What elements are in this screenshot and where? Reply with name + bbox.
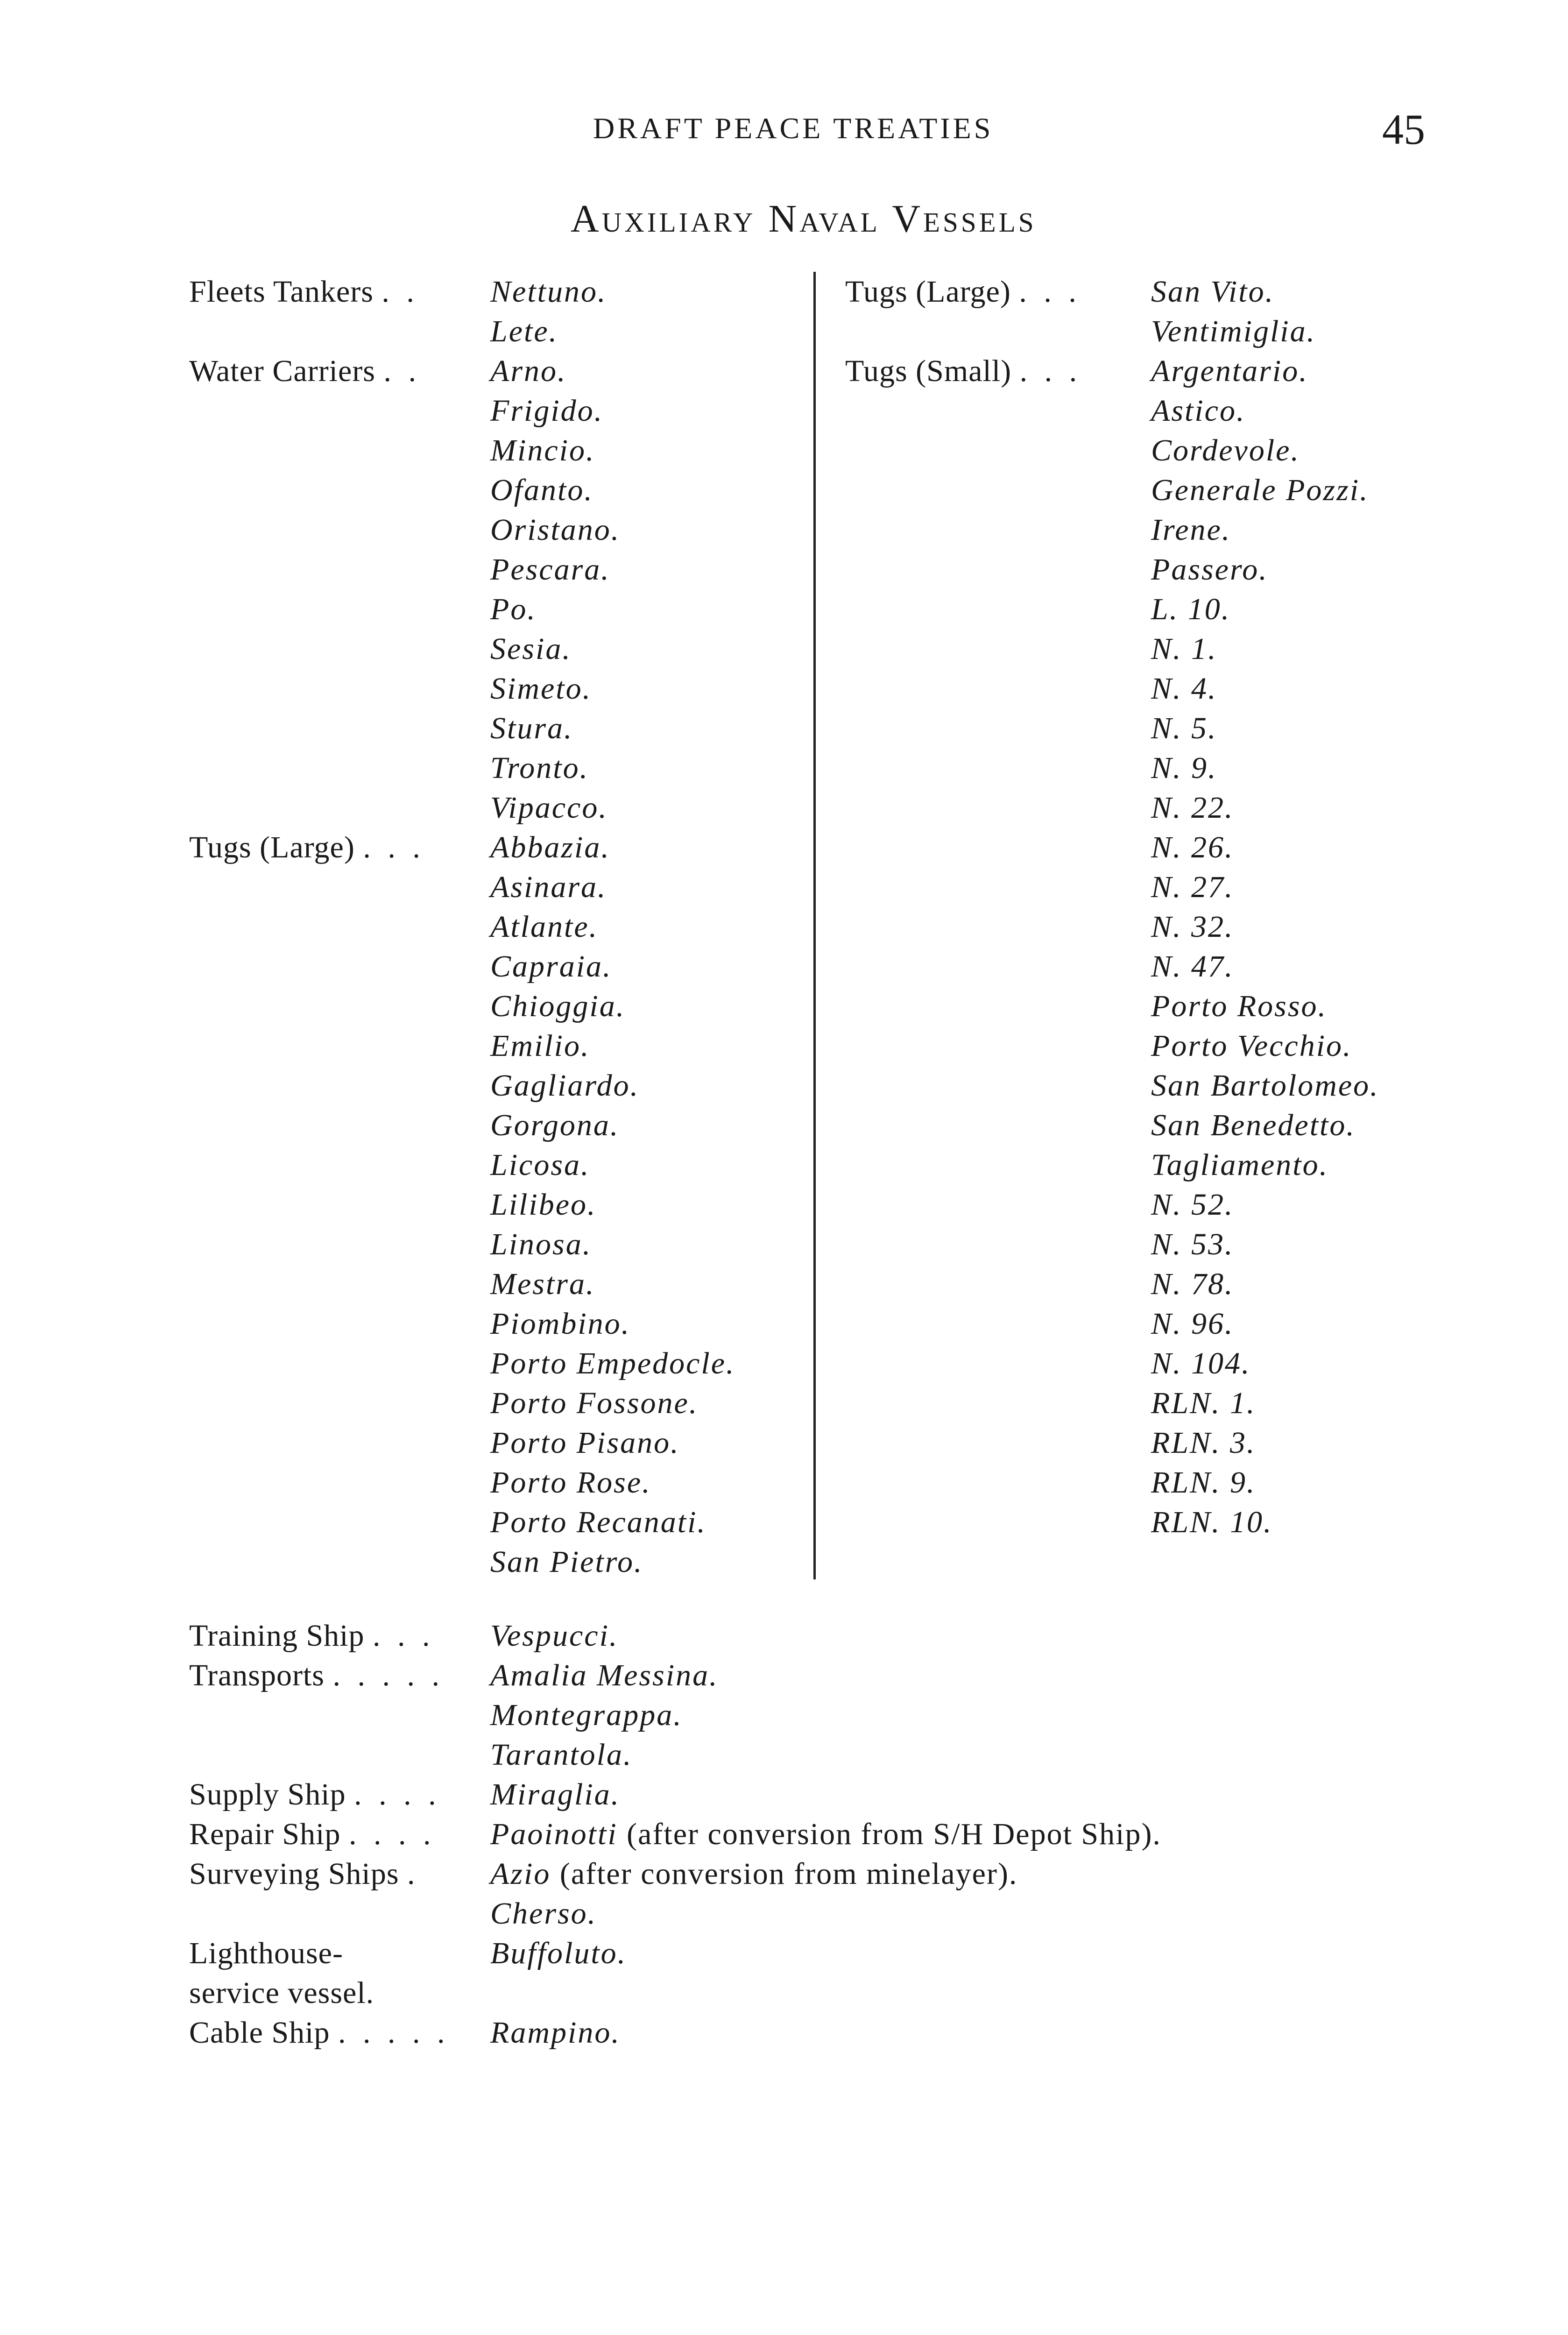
dot-leader: . . . bbox=[363, 830, 425, 864]
vessel-name bbox=[1151, 589, 1230, 629]
vessel-name-text: N. 104. bbox=[1151, 1346, 1251, 1380]
vessel-name-text: Chioggia. bbox=[490, 989, 626, 1023]
vessel-name-text: Amalia Messina. bbox=[490, 1658, 719, 1692]
vessel-name bbox=[490, 788, 608, 828]
vessel-name-text: Pescara. bbox=[490, 552, 610, 587]
vessel-row bbox=[845, 1066, 1452, 1105]
vessel-name-text: Ofanto. bbox=[490, 473, 593, 507]
vessel-name bbox=[490, 1933, 627, 1973]
vessel-name-text: N. 9. bbox=[1151, 751, 1217, 785]
vessel-name bbox=[1151, 788, 1234, 828]
vessel-row bbox=[189, 351, 810, 391]
vessel-name bbox=[1151, 828, 1234, 867]
vessel-row bbox=[189, 629, 810, 669]
vessel-name bbox=[1151, 1423, 1256, 1463]
vessel-row bbox=[845, 1026, 1452, 1066]
vessel-name bbox=[1151, 1383, 1256, 1423]
vessel-name bbox=[1151, 431, 1300, 470]
vessel-name bbox=[490, 629, 572, 669]
vessel-name bbox=[490, 867, 607, 907]
vessel-name bbox=[490, 1105, 619, 1145]
vessel-row bbox=[845, 351, 1452, 391]
vessel-name-text: Irene. bbox=[1151, 513, 1231, 547]
vessel-name-text: Oristano. bbox=[490, 513, 621, 547]
vessel-row bbox=[189, 391, 810, 431]
vessel-name bbox=[490, 1463, 651, 1502]
vessel-row bbox=[189, 1775, 1450, 1814]
vessel-row bbox=[189, 1383, 810, 1423]
vessel-category bbox=[189, 1854, 420, 1894]
vessel-name-text: N. 32. bbox=[1151, 910, 1234, 944]
vessel-name-text: N. 53. bbox=[1151, 1227, 1234, 1261]
vessel-row bbox=[845, 272, 1452, 311]
vessel-row bbox=[845, 867, 1452, 907]
vessel-category bbox=[845, 351, 1081, 391]
vessel-name-text: RLN. 3. bbox=[1151, 1426, 1256, 1460]
vessel-name bbox=[490, 1502, 706, 1542]
vessel-category bbox=[189, 828, 425, 867]
vessel-name bbox=[490, 550, 610, 589]
vessel-name-text: Licosa. bbox=[490, 1148, 590, 1182]
dot-leader: . . bbox=[383, 354, 421, 388]
vessel-name bbox=[490, 431, 595, 470]
vessel-name-text: Sesia. bbox=[490, 632, 572, 666]
vessel-name-text: San Vito. bbox=[1151, 275, 1275, 309]
vessel-row bbox=[189, 986, 810, 1026]
vessel-name bbox=[490, 351, 567, 391]
vessel-row bbox=[845, 510, 1452, 550]
vessel-name bbox=[490, 391, 603, 431]
vessel-row bbox=[845, 1344, 1452, 1383]
vessel-name-text: RLN. 9. bbox=[1151, 1465, 1256, 1500]
vessel-name bbox=[1151, 351, 1308, 391]
vessel-row bbox=[189, 947, 810, 986]
column-divider bbox=[813, 272, 816, 1579]
vessel-row bbox=[189, 1695, 1450, 1735]
vessel-category bbox=[189, 2013, 450, 2052]
vessel-row bbox=[845, 708, 1452, 748]
vessel-row bbox=[845, 1185, 1452, 1224]
vessel-row bbox=[189, 1542, 810, 1582]
vessel-name bbox=[490, 589, 537, 629]
vessel-name bbox=[1151, 1304, 1234, 1344]
vessel-row bbox=[189, 431, 810, 470]
vessel-row bbox=[189, 311, 810, 351]
vessel-name bbox=[490, 510, 620, 550]
vessel-row bbox=[845, 788, 1452, 828]
vessel-name-text: Buffoluto. bbox=[490, 1936, 627, 1970]
vessel-name bbox=[490, 1735, 633, 1775]
vessel-name bbox=[1151, 867, 1234, 907]
vessel-name-text: Lilibeo. bbox=[490, 1188, 597, 1222]
dot-leader: . . . . bbox=[348, 1817, 436, 1851]
dot-leader: . . bbox=[381, 275, 419, 309]
vessel-row bbox=[845, 1304, 1452, 1344]
category-label: Tugs (Large) bbox=[845, 275, 1011, 309]
vessel-row bbox=[845, 669, 1452, 708]
category-label: Lighthouse- bbox=[189, 1936, 343, 1970]
vessel-name bbox=[490, 1145, 590, 1185]
vessel-name-text: Linosa. bbox=[490, 1227, 592, 1261]
dot-leader: . . . bbox=[372, 1619, 435, 1653]
vessel-note: (after conversion from S/H Depot Ship). bbox=[627, 1817, 1161, 1851]
vessel-name-text: N. 4. bbox=[1151, 672, 1217, 706]
vessel-name-text: Atlante. bbox=[490, 910, 599, 944]
vessel-row bbox=[189, 1185, 810, 1224]
category-label: Cable Ship bbox=[189, 2016, 330, 2050]
vessel-row bbox=[845, 947, 1452, 986]
vessel-name bbox=[490, 1616, 618, 1656]
vessel-row bbox=[189, 907, 810, 947]
vessel-name bbox=[490, 828, 610, 867]
vessel-row bbox=[189, 1105, 810, 1145]
vessel-row bbox=[845, 986, 1452, 1026]
vessel-name-text: Asinara. bbox=[490, 870, 607, 904]
vessel-row bbox=[189, 550, 810, 589]
vessel-name bbox=[1151, 708, 1217, 748]
vessel-name-text: N. 27. bbox=[1151, 870, 1234, 904]
vessel-row bbox=[845, 1383, 1452, 1423]
bottom-list bbox=[189, 1616, 1450, 2052]
vessel-name-text: Porto Fossone. bbox=[490, 1386, 699, 1420]
vessel-row bbox=[189, 1502, 810, 1542]
vessel-name bbox=[490, 1264, 595, 1304]
vessel-category bbox=[189, 351, 421, 391]
vessel-name bbox=[1151, 748, 1217, 788]
vessel-name bbox=[1151, 1105, 1356, 1145]
vessel-name bbox=[490, 470, 593, 510]
vessel-name-text: Montegrappa. bbox=[490, 1698, 683, 1732]
vessel-name-text: Generale Pozzi. bbox=[1151, 473, 1369, 507]
vessel-name bbox=[490, 311, 558, 351]
vessel-row bbox=[845, 1264, 1452, 1304]
vessel-name-text: Lete. bbox=[490, 314, 558, 348]
vessel-name-text: Argentario. bbox=[1151, 354, 1308, 388]
vessel-name bbox=[490, 2013, 621, 2052]
vessel-row bbox=[845, 589, 1452, 629]
vessel-name bbox=[490, 907, 598, 947]
vessel-category bbox=[189, 1814, 435, 1854]
vessel-row bbox=[189, 1973, 1450, 2013]
vessel-name-text: RLN. 10. bbox=[1151, 1505, 1273, 1539]
vessel-row bbox=[845, 907, 1452, 947]
vessel-name bbox=[1151, 1502, 1273, 1542]
vessel-name bbox=[490, 272, 607, 311]
dot-leader: . . . bbox=[1019, 275, 1081, 309]
category-label: Surveying Ships bbox=[189, 1857, 399, 1891]
vessel-row bbox=[845, 748, 1452, 788]
dot-leader: . bbox=[407, 1857, 420, 1891]
page-number: 45 bbox=[1382, 106, 1425, 153]
vessel-row bbox=[189, 1304, 810, 1344]
vessel-category bbox=[189, 1973, 374, 2013]
vessel-name-text: Capraia. bbox=[490, 949, 612, 984]
vessel-name bbox=[1151, 311, 1316, 351]
vessel-row bbox=[845, 1105, 1452, 1145]
vessel-row bbox=[189, 669, 810, 708]
vessel-name-text: Tagliamento. bbox=[1151, 1148, 1329, 1182]
vessel-name-text: L. 10. bbox=[1151, 592, 1231, 626]
vessel-name bbox=[1151, 272, 1274, 311]
vessel-name bbox=[490, 1695, 683, 1735]
vessel-name-text: Abbazia. bbox=[490, 830, 610, 864]
vessel-name bbox=[1151, 986, 1327, 1026]
vessel-row bbox=[189, 1656, 1450, 1695]
vessel-name bbox=[1151, 1066, 1379, 1105]
vessel-name bbox=[1151, 1344, 1251, 1383]
category-label: service vessel. bbox=[189, 1976, 374, 2010]
vessel-name-text: Simeto. bbox=[490, 672, 592, 706]
vessel-row bbox=[189, 748, 810, 788]
vessel-name bbox=[490, 1814, 1161, 1854]
vessel-name-text: Piombino. bbox=[490, 1307, 631, 1341]
vessel-row bbox=[845, 311, 1452, 351]
vessel-name bbox=[490, 669, 592, 708]
vessel-name-text: Porto Rosso. bbox=[1151, 989, 1328, 1023]
vessel-name-text: Ventimiglia. bbox=[1151, 314, 1316, 348]
vessel-name-text: N. 96. bbox=[1151, 1307, 1234, 1341]
vessel-row bbox=[189, 1814, 1450, 1854]
vessel-row bbox=[189, 1066, 810, 1105]
vessel-name-text: Tronto. bbox=[490, 751, 589, 785]
vessel-name bbox=[1151, 550, 1268, 589]
vessel-row bbox=[189, 510, 810, 550]
vessel-name-text: Stura. bbox=[490, 711, 573, 745]
category-label: Water Carriers bbox=[189, 354, 375, 388]
vessel-name-text: Gagliardo. bbox=[490, 1068, 640, 1103]
vessel-row bbox=[845, 828, 1452, 867]
vessel-row bbox=[845, 1224, 1452, 1264]
vessel-name-text: Vipacco. bbox=[490, 791, 608, 825]
vessel-name bbox=[490, 1224, 592, 1264]
vessel-row bbox=[189, 1423, 810, 1463]
vessel-category bbox=[189, 272, 419, 311]
vessel-name-text: San Pietro. bbox=[490, 1545, 643, 1579]
vessel-name-text: Cherso. bbox=[490, 1896, 597, 1931]
vessel-row bbox=[189, 1344, 810, 1383]
vessel-name-text: Azio bbox=[490, 1857, 551, 1891]
dot-leader: . . . . . bbox=[332, 1658, 444, 1692]
vessel-name bbox=[490, 748, 589, 788]
vessel-category bbox=[845, 272, 1081, 311]
vessel-row bbox=[189, 1264, 810, 1304]
category-label: Transports bbox=[189, 1658, 325, 1692]
vessel-name-text: Vespucci. bbox=[490, 1619, 619, 1653]
vessel-name bbox=[1151, 391, 1245, 431]
category-label: Supply Ship bbox=[189, 1777, 346, 1811]
left-column bbox=[189, 272, 810, 1582]
vessel-row bbox=[189, 708, 810, 748]
category-label: Fleets Tankers bbox=[189, 275, 374, 309]
vessel-row bbox=[189, 1145, 810, 1185]
vessel-name-text: Mincio. bbox=[490, 433, 595, 467]
vessel-name-text: Passero. bbox=[1151, 552, 1268, 587]
vessel-name-text: Cordevole. bbox=[1151, 433, 1300, 467]
category-label: Training Ship bbox=[189, 1619, 365, 1653]
running-head bbox=[0, 106, 1568, 167]
vessel-row bbox=[189, 1224, 810, 1264]
vessel-name bbox=[490, 1894, 597, 1933]
vessel-category bbox=[189, 1933, 343, 1973]
vessel-row bbox=[189, 1616, 1450, 1656]
vessel-name-text: Astico. bbox=[1151, 394, 1246, 428]
vessel-name bbox=[1151, 1264, 1234, 1304]
vessel-name-text: N. 26. bbox=[1151, 830, 1234, 864]
vessel-name-text: San Benedetto. bbox=[1151, 1108, 1356, 1142]
vessel-name-text: Gorgona. bbox=[490, 1108, 620, 1142]
vessel-name bbox=[490, 986, 625, 1026]
vessel-name bbox=[490, 1344, 735, 1383]
vessel-name-text: Porto Recanati. bbox=[490, 1505, 706, 1539]
vessel-name-text: N. 47. bbox=[1151, 949, 1234, 984]
vessel-name-text: N. 52. bbox=[1151, 1188, 1234, 1222]
vessel-name bbox=[1151, 1185, 1234, 1224]
vessel-row bbox=[189, 788, 810, 828]
vessel-name-text: Arno. bbox=[490, 354, 567, 388]
vessel-name bbox=[490, 1383, 698, 1423]
vessel-name-text: Tarantola. bbox=[490, 1738, 633, 1772]
vessel-name bbox=[490, 1423, 680, 1463]
vessel-name bbox=[1151, 947, 1234, 986]
vessel-name bbox=[1151, 470, 1369, 510]
right-column bbox=[845, 272, 1452, 1542]
vessel-row bbox=[845, 391, 1452, 431]
category-label: Tugs (Small) bbox=[845, 354, 1012, 388]
vessel-name bbox=[1151, 669, 1217, 708]
vessel-row bbox=[845, 470, 1452, 510]
vessel-row bbox=[189, 1933, 1450, 1973]
vessel-name-text: Frigido. bbox=[490, 394, 604, 428]
vessel-row bbox=[189, 1894, 1450, 1933]
vessel-name-text: N. 78. bbox=[1151, 1267, 1234, 1301]
vessel-row bbox=[189, 1463, 810, 1502]
vessel-row bbox=[189, 828, 810, 867]
vessel-name-text: Porto Vecchio. bbox=[1151, 1029, 1352, 1063]
vessel-name-text: Miraglia. bbox=[490, 1777, 621, 1811]
section-title bbox=[571, 196, 1037, 241]
vessel-name bbox=[1151, 510, 1231, 550]
dot-leader: . . . bbox=[1019, 354, 1082, 388]
vessel-row bbox=[189, 1735, 1450, 1775]
vessel-name bbox=[490, 1542, 643, 1582]
vessel-row bbox=[845, 629, 1452, 669]
vessel-name-text: N. 1. bbox=[1151, 632, 1217, 666]
vessel-name-text: Emilio. bbox=[490, 1029, 590, 1063]
vessel-name bbox=[490, 708, 573, 748]
vessel-category bbox=[189, 1616, 434, 1656]
vessel-name-text: Porto Empedocle. bbox=[490, 1346, 735, 1380]
vessel-name bbox=[1151, 629, 1217, 669]
vessel-row bbox=[845, 550, 1452, 589]
vessel-name-text: San Bartolomeo. bbox=[1151, 1068, 1379, 1103]
vessel-note: (after conversion from minelayer). bbox=[559, 1857, 1018, 1891]
vessel-row bbox=[189, 272, 810, 311]
vessel-row bbox=[189, 589, 810, 629]
vessel-row bbox=[845, 1502, 1452, 1542]
vessel-name-text: Nettuno. bbox=[490, 275, 607, 309]
vessel-row bbox=[189, 867, 810, 907]
category-label: Tugs (Large) bbox=[189, 830, 355, 864]
vessel-name bbox=[490, 947, 612, 986]
vessel-name-text: Porto Rose. bbox=[490, 1465, 651, 1500]
vessel-category bbox=[189, 1656, 444, 1695]
vessel-name bbox=[490, 1775, 620, 1814]
vessel-name-text: RLN. 1. bbox=[1151, 1386, 1256, 1420]
vessel-name bbox=[1151, 1026, 1352, 1066]
vessel-row bbox=[845, 431, 1452, 470]
vessel-name bbox=[490, 1854, 1017, 1894]
vessel-category bbox=[189, 1775, 441, 1814]
running-title: DRAFT PEACE TREATIES bbox=[593, 112, 994, 145]
vessel-name bbox=[490, 1026, 590, 1066]
vessel-name-text: N. 22. bbox=[1151, 791, 1234, 825]
vessel-row bbox=[189, 1026, 810, 1066]
vessel-name bbox=[1151, 1224, 1234, 1264]
vessel-name bbox=[490, 1304, 630, 1344]
vessel-name-text: Porto Pisano. bbox=[490, 1426, 680, 1460]
vessel-name bbox=[490, 1656, 719, 1695]
vessel-row bbox=[845, 1145, 1452, 1185]
vessel-name-text: Mestra. bbox=[490, 1267, 595, 1301]
vessel-row bbox=[845, 1463, 1452, 1502]
vessel-name bbox=[490, 1066, 639, 1105]
vessel-row bbox=[845, 1423, 1452, 1463]
vessel-name-text: Paoinotti bbox=[490, 1817, 618, 1851]
dot-leader: . . . . . bbox=[338, 2016, 450, 2050]
vessel-name bbox=[490, 1185, 597, 1224]
category-label: Repair Ship bbox=[189, 1817, 341, 1851]
vessel-name bbox=[1151, 907, 1234, 947]
vessel-name-text: Po. bbox=[490, 592, 537, 626]
vessel-name-text: Rampino. bbox=[490, 2016, 621, 2050]
vessel-name bbox=[1151, 1463, 1256, 1502]
section-title-text: Auxiliary Naval Vessels bbox=[571, 197, 1037, 241]
vessel-row bbox=[189, 470, 810, 510]
vessel-name bbox=[1151, 1145, 1328, 1185]
vessel-row bbox=[189, 2013, 1450, 2052]
vessel-name-text: N. 5. bbox=[1151, 711, 1217, 745]
dot-leader: . . . . bbox=[354, 1777, 441, 1811]
vessel-row bbox=[189, 1854, 1450, 1894]
